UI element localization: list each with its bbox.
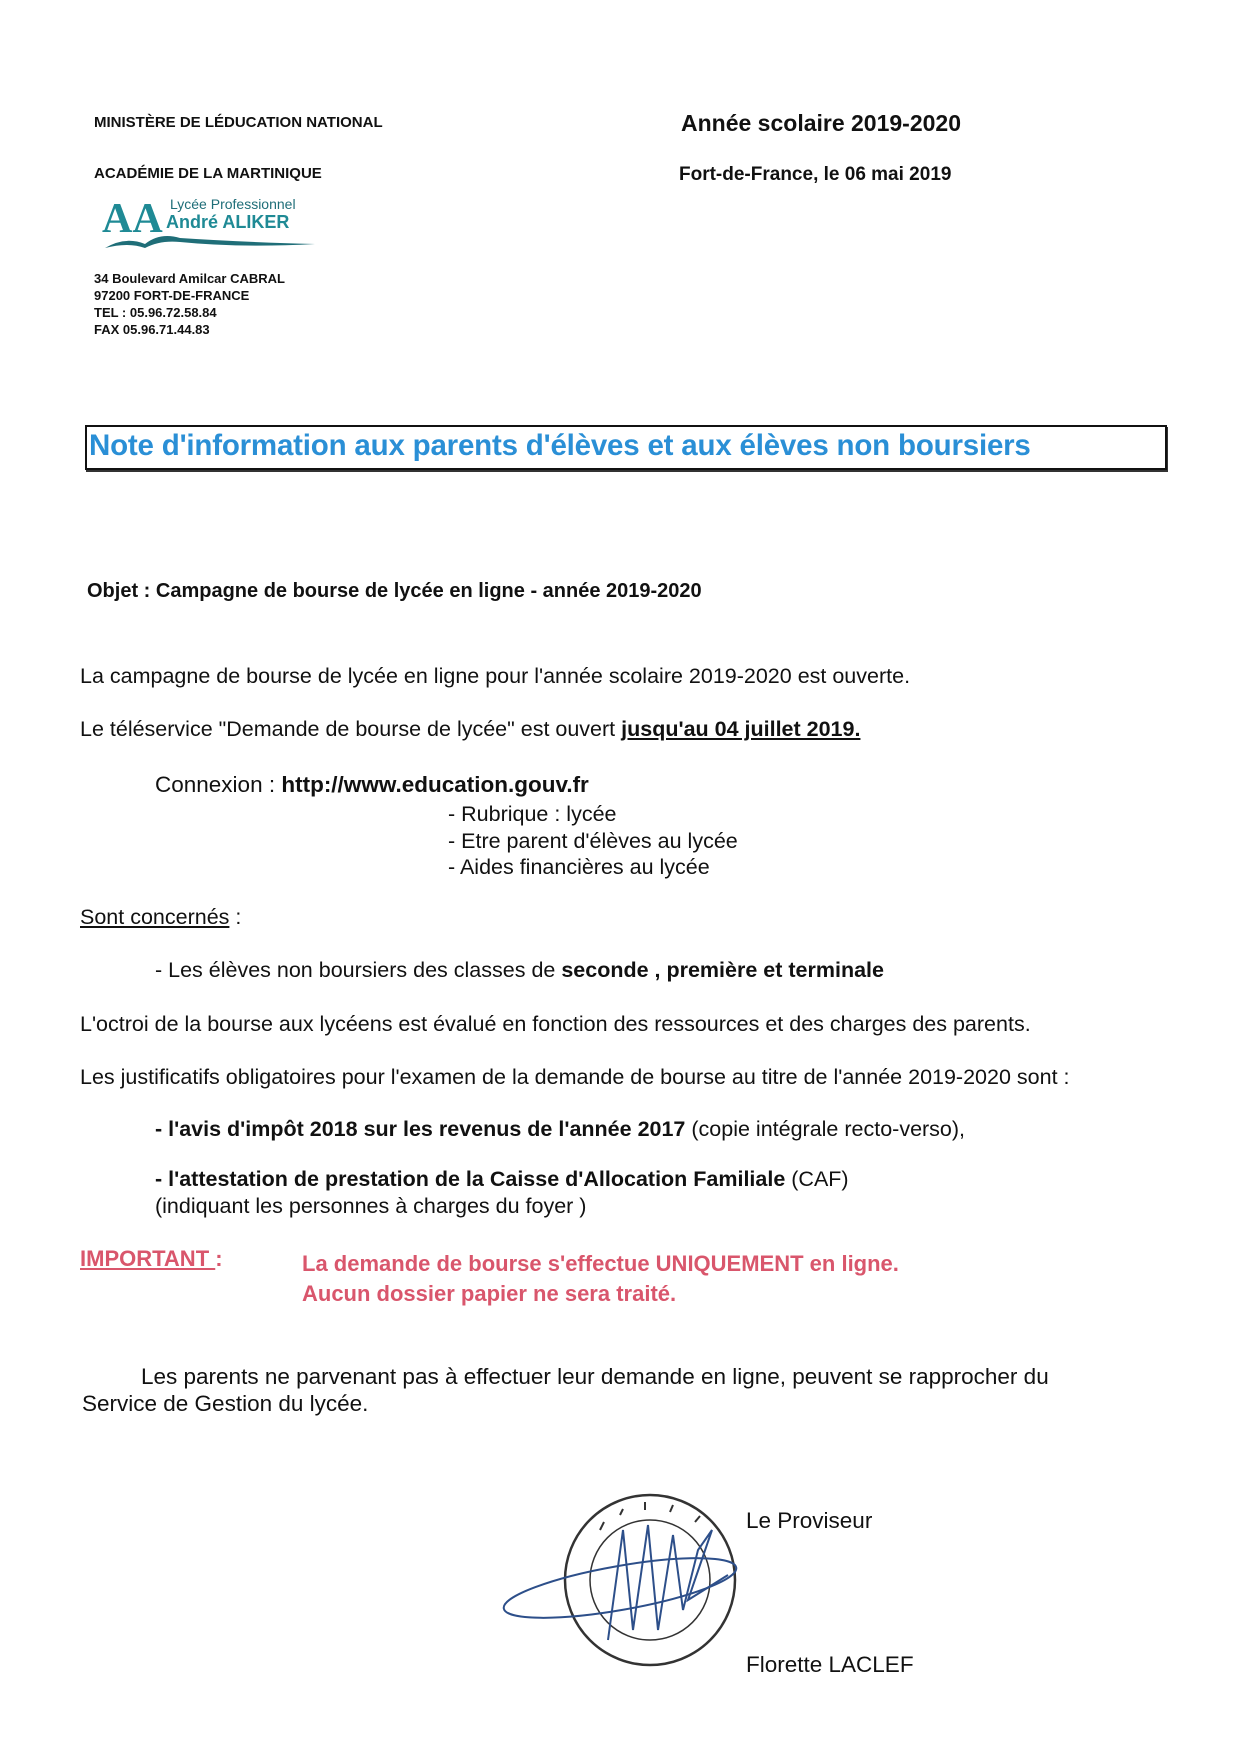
doc2-rest: (CAF): [785, 1167, 849, 1191]
school-logo: [100, 192, 320, 254]
rubrique-item: - Aides financières au lycée: [448, 855, 710, 879]
important-line-2: Aucun dossier papier ne sera traité.: [302, 1281, 677, 1306]
subject-line: Objet : Campagne de bourse de lycée en ligne - année 2019-2020: [87, 580, 702, 602]
teleservice-text: Le téléservice "Demande de bourse de lycée" est ouvert: [80, 717, 622, 741]
important-colon: :: [215, 1246, 223, 1271]
connexion-url[interactable]: http://www.education.gouv.fr: [281, 772, 589, 797]
rubrique-item: - Etre parent d'élèves au lycée: [448, 828, 738, 853]
svg-text:Lycée Professionnel: Lycée Professionnel: [170, 196, 296, 212]
school-year: Année scolaire 2019-2020: [681, 110, 962, 136]
concerned-classes: seconde , première et terminale: [561, 958, 884, 982]
doc1-bold: - l'avis d'impôt 2018 sur les revenus de l'année 2017: [155, 1117, 686, 1141]
document-item-caf: [155, 1167, 849, 1192]
concerned-students: [155, 958, 884, 983]
svg-text:AA: AA: [102, 196, 163, 242]
important-label: IMPORTANT: [80, 1246, 216, 1271]
important-line-1: La demande de bourse s'effectue UNIQUEMENT en ligne.: [302, 1251, 899, 1276]
doc2-bold: - l'attestation de prestation de la Caisse d'Allocation Familiale: [155, 1167, 786, 1191]
address-street: 34 Boulevard Amilcar CABRAL: [94, 271, 285, 286]
important-message: [302, 1249, 899, 1309]
concerned-colon: :: [229, 905, 242, 929]
address-fax: FAX 05.96.71.44.83: [94, 322, 210, 337]
academy-label: ACADÉMIE DE LA MARTINIQUE: [94, 165, 322, 182]
paragraph-octroi: L'octroi de la bourse aux lycéens est évalué en fonction des ressources et des charges des parents.: [80, 1012, 1031, 1036]
document-item-tax: [155, 1117, 965, 1142]
document-title: Note d'information aux parents d'élèves et aux élèves non boursiers: [89, 429, 1031, 462]
deadline: jusqu'au 04 juillet 2019.: [621, 717, 861, 741]
address-tel: TEL : 05.96.72.58.84: [94, 305, 217, 320]
doc1-rest: (copie intégrale recto-verso),: [685, 1117, 966, 1141]
important-heading: [80, 1246, 223, 1272]
svg-text:André ALIKER: André ALIKER: [166, 212, 290, 232]
paragraph-justificatifs: Les justificatifs obligatoires pour l'examen de la demande de bourse au titre de l'année 2019-2020 sont :: [80, 1065, 1070, 1089]
school-address: [94, 270, 285, 338]
connexion-label: Connexion :: [155, 772, 282, 797]
rubriques-list: [448, 801, 738, 881]
concerned-heading: [80, 905, 241, 930]
ministry-label: MINISTÈRE DE LÉDUCATION NATIONAL: [94, 114, 383, 131]
signatory-role: Le Proviseur: [746, 1508, 873, 1533]
signatory-name: Florette LACLEF: [746, 1652, 914, 1677]
address-city: 97200 FORT-DE-FRANCE: [94, 288, 250, 303]
document-title-box: [85, 425, 1167, 470]
concerned-label: Sont concernés: [80, 905, 230, 929]
paragraph-teleservice: [80, 717, 860, 742]
concerned-text: - Les élèves non boursiers des classes de: [155, 958, 562, 982]
rubrique-item: - Rubrique : lycée: [448, 802, 617, 826]
closing-line-1: Les parents ne parvenant pas à effectuer leur demande en ligne, peuvent se rapprocher du: [141, 1364, 1049, 1389]
paragraph-campaign-open: La campagne de bourse de lycée en ligne pour l'année scolaire 2019-2020 est ouverte.: [80, 664, 911, 688]
connexion-line: [155, 772, 589, 798]
stamp-graphic: [500, 1490, 740, 1670]
place-date: Fort-de-France, le 06 mai 2019: [679, 164, 952, 185]
logo-graphic: [100, 192, 320, 254]
closing-line-2: Service de Gestion du lycée.: [82, 1391, 369, 1416]
doc2-note: (indiquant les personnes à charges du foyer ): [155, 1194, 587, 1218]
official-stamp-signature: [500, 1490, 740, 1670]
